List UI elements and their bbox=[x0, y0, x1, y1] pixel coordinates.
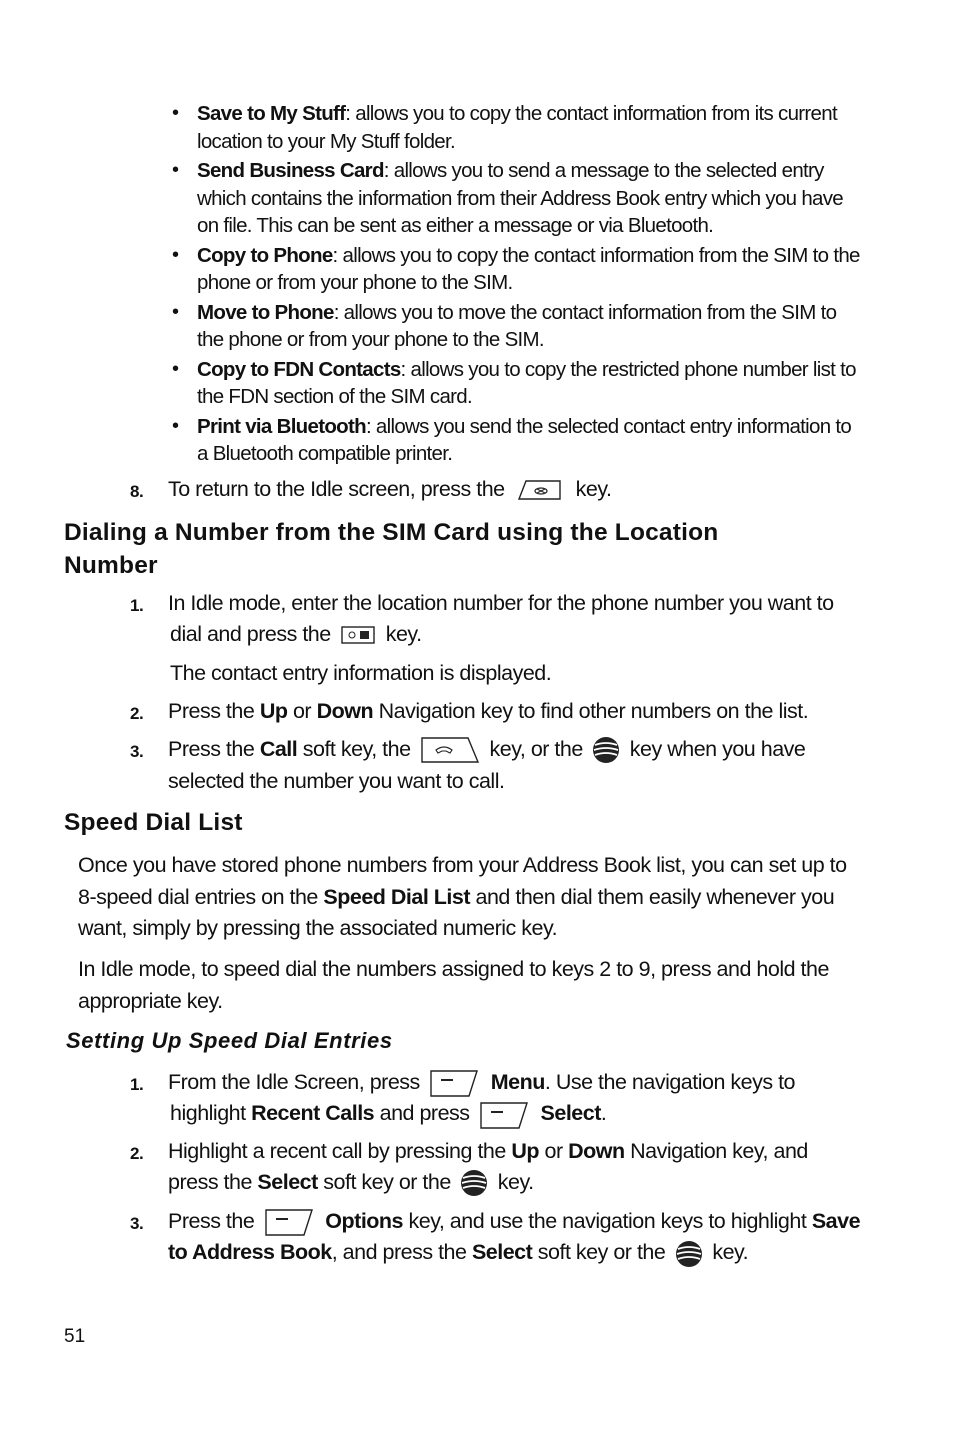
end-key-icon bbox=[516, 477, 564, 503]
subsection-heading-setting-up: Setting Up Speed Dial Entries bbox=[66, 1028, 393, 1053]
att-globe-key-icon bbox=[674, 1239, 704, 1269]
bullet-item: • Copy to FDN Contacts: allows you to copy the restricted phone number list to the FDN section of the SIM card. bbox=[172, 357, 856, 408]
bullet-icon: • bbox=[172, 300, 179, 323]
setup-step-3: 3. Press the Options key, and use the navigation keys to highlight Save to Address Book, and press the Select soft key or the key. bbox=[130, 1206, 870, 1269]
section-heading-speed-dial: Speed Dial List bbox=[64, 809, 243, 836]
speed-dial-paragraph-2: In Idle mode, to speed dial the numbers assigned to keys 2 to 9, press and hold the appropriate key. bbox=[78, 957, 829, 1013]
bullet-icon: • bbox=[172, 159, 179, 181]
dial-step-1: 1. In Idle mode, enter the location number for the phone number you want to dial and press the key. bbox=[130, 591, 834, 646]
dial-step-3: 3. Press the Call soft key, the key, or the key when you have selected the number you want to call. bbox=[130, 734, 870, 797]
bullet-icon: • bbox=[172, 357, 179, 380]
send-key-icon bbox=[420, 734, 480, 766]
att-globe-key-icon bbox=[591, 735, 621, 765]
dial-step-1-note: The contact entry information is displayed. bbox=[170, 661, 552, 685]
section-heading-dialing: Dialing a Number from the SIM Card using the Location Number bbox=[64, 519, 719, 579]
left-soft-key-icon bbox=[264, 1207, 316, 1237]
att-globe-key-icon bbox=[459, 1168, 489, 1198]
page-number: 51 bbox=[64, 1326, 86, 1347]
bullet-item: • Move to Phone: allows you to move the contact information from the SIM to the phone or from your phone to the SIM. bbox=[172, 300, 837, 351]
bullet-item: • Print via Bluetooth: allows you send the selected contact entry information to a Bluetooth compatible printer. bbox=[172, 414, 852, 465]
option-bullet-list bbox=[172, 100, 862, 470]
bullet-icon: • bbox=[172, 414, 179, 437]
left-soft-key-icon bbox=[479, 1100, 531, 1130]
speed-dial-paragraph-1: Once you have stored phone numbers from your Address Book list, you can set up to 8-speed dial entries on the Speed Dial List and then dial them easily whenever you want, simply by pressing the associated numeric key. bbox=[78, 853, 847, 940]
sim-send-key-icon bbox=[340, 624, 376, 646]
bullet-item: • Copy to Phone: allows you to copy the contact information from the SIM to the phone or from your phone to the SIM. bbox=[172, 243, 860, 294]
setup-step-2: 2. Highlight a recent call by pressing the Up or Down Navigation key, and press the Select soft key or the key. bbox=[130, 1136, 870, 1198]
bullet-icon: • bbox=[172, 102, 179, 124]
left-soft-key-icon bbox=[429, 1068, 481, 1098]
bullet-icon: • bbox=[172, 243, 179, 266]
dial-step-2: 2. Press the Up or Down Navigation key to find other numbers on the list. bbox=[130, 699, 809, 723]
step-8: 8. To return to the Idle screen, press the key. bbox=[130, 474, 850, 505]
setup-step-1: 1. From the Idle Screen, press Menu. Use the navigation keys to highlight Recent Calls and press Select. bbox=[130, 1067, 870, 1130]
bullet-item: • Send Business Card: allows you to send a message to the selected entry which contains the information from their Address Book entry which you have on file. This can be sent as either a message or via Bluetooth. bbox=[172, 159, 843, 237]
bullet-item: • Save to My Stuff: allows you to copy the contact information from its current location to your My Stuff folder. bbox=[172, 102, 837, 153]
